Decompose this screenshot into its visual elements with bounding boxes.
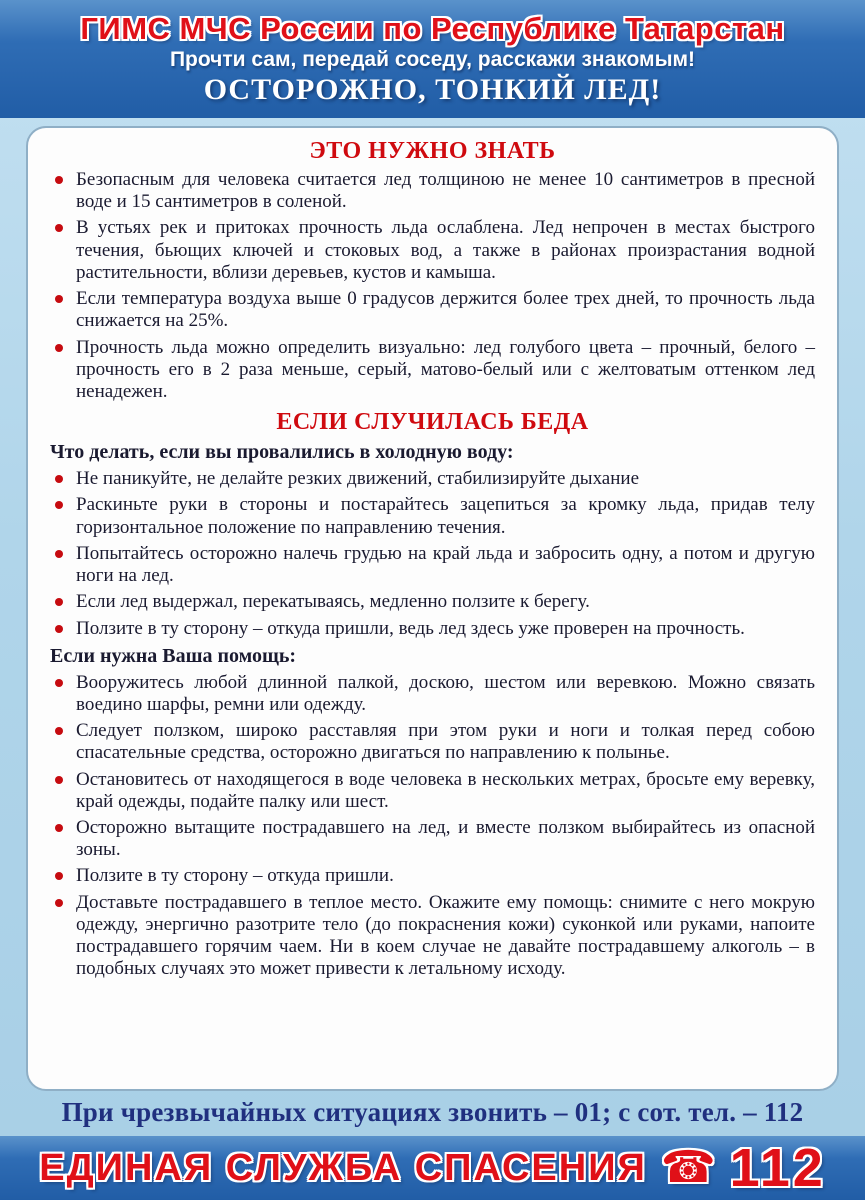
list-item: Не паникуйте, не делайте резких движений, стабилизируйте дыхание	[50, 468, 815, 490]
section-trouble-title: ЕСЛИ СЛУЧИЛАСЬ БЕДА	[276, 409, 589, 436]
list-item: Ползите в ту сторону – откуда пришли.	[50, 865, 815, 887]
list-item: Вооружитесь любой длинной палкой, доскою, шестом или веревкою. Можно связать воедино шарфы, ремни или одежду.	[50, 672, 815, 716]
list-item: Если температура воздуха выше 0 градусов держится более трех дней, то прочность льда снижается на 25%.	[50, 288, 815, 332]
list-item: Попытайтесь осторожно налечь грудью на край льда и забросить одну, а потом и другую ноги на лед.	[50, 543, 815, 587]
content-panel	[26, 126, 839, 1091]
rescue-service-name: ЕДИНАЯ СЛУЖБА СПАСЕНИЯ	[39, 1146, 647, 1189]
list-item: Доставьте пострадавшего в теплое место. Окажите ему помощь: снимите с него мокрую одежду, энергично разотрите тело (до покраснения кожи) суконкой или руками, напоите пострадавшего горячим чаем. Ни в коем случае не давайте пострадавшему алкоголь – в подобных случаях это может привести к летальному исходу.	[50, 892, 815, 981]
list-item: Раскиньте руки в стороны и постарайтесь зацепиться за кромку льда, придав телу горизонтальное положение по направлению течения.	[50, 494, 815, 538]
list-item: В устьях рек и притоках прочность льда ослаблена. Лед непрочен в местах быстрого течения, бьющих ключей и стоковых вод, а также в районах произрастания водной растительности, вблизи деревьев, кустов и камыша.	[50, 217, 815, 284]
self-rescue-list	[50, 468, 815, 640]
list-item: Если лед выдержал, перекатываясь, медленно ползите к берегу.	[50, 591, 815, 613]
poster-title: ОСТОРОЖНО, ТОНКИЙ ЛЕД!	[203, 73, 662, 106]
org-title: ГИМС МЧС России по Республике Татарстан	[80, 11, 785, 46]
list-item: Безопасным для человека считается лед толщиною не менее 10 сантиметров в пресной воде и 15 сантиметров в соленой.	[50, 169, 815, 213]
self-rescue-heading: Что делать, если вы провалились в холодную воду:	[50, 441, 514, 464]
section-know-title: ЭТО НУЖНО ЗНАТЬ	[309, 138, 556, 164]
phone-icon: ☎	[660, 1143, 716, 1192]
slogan: Прочти сам, передай соседу, расскажи знакомым!	[169, 48, 696, 71]
main-area	[0, 118, 865, 1136]
know-list	[50, 169, 815, 403]
help-list	[50, 672, 815, 981]
header	[0, 0, 865, 118]
rescue-service-number: 112	[729, 1138, 826, 1198]
emergency-phone-line: При чрезвычайных ситуациях звонить – 01; с сот. тел. – 112	[61, 1097, 804, 1127]
footer	[0, 1136, 865, 1200]
list-item: Остановитесь от находящегося в воде человека в нескольких метрах, бросьте ему веревку, край одежды, подайте палку или шест.	[50, 769, 815, 813]
list-item: Следует ползком, широко расставляя при этом руки и ноги и толкая перед собою спасательные средства, осторожно двигаться по направлению к полынье.	[50, 720, 815, 764]
list-item: Осторожно вытащите пострадавшего на лед, и вместе ползком выбирайтесь из опасной зоны.	[50, 817, 815, 861]
list-item: Ползите в ту сторону – откуда пришли, ведь лед здесь уже проверен на прочность.	[50, 618, 815, 640]
help-heading: Если нужна Ваша помощь:	[50, 644, 297, 667]
list-item: Прочность льда можно определить визуально: лед голубого цвета – прочный, белого – прочность его в 2 раза меньше, серый, матово-белый или с желтоватым оттенком лед ненадежен.	[50, 337, 815, 404]
